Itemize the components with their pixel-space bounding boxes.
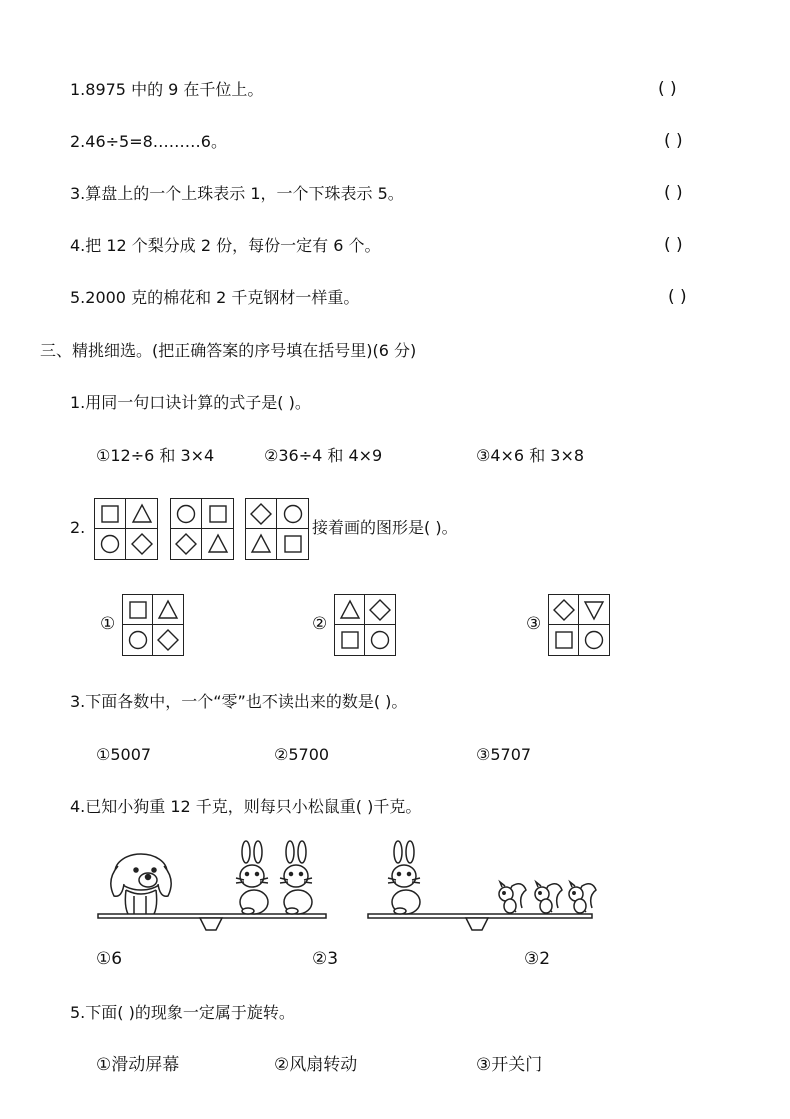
q4-option-3[interactable]: ③2 — [524, 949, 551, 969]
grid-cell — [246, 499, 277, 529]
grid-cell — [126, 529, 157, 559]
balance-scale-dog-rabbits-illustration — [96, 840, 330, 936]
question-4-text: 4.已知小狗重 12 千克，则每只小松鼠重( )千克。 — [70, 797, 422, 816]
diamond-icon — [553, 599, 575, 621]
q5-option-3[interactable]: ③开关门 — [476, 1055, 543, 1075]
triangle-icon — [250, 533, 272, 555]
triangle-icon — [207, 533, 229, 555]
section-title: 三、精挑细选。(把正确答案的序号填在括号里)(6 分) — [40, 341, 417, 360]
q2-option-2-grid[interactable] — [334, 594, 396, 656]
grid-cell — [365, 625, 395, 655]
q3-option-2[interactable]: ②5700 — [274, 745, 330, 764]
diamond-icon — [175, 533, 197, 555]
judge-item-text: 1.8975 中的 9 在千位上。 — [70, 80, 264, 99]
question-2-number: 2. — [70, 518, 86, 537]
q1-option-1[interactable]: ①12÷6 和 3×4 — [96, 446, 215, 465]
judge-item-text: 4.把 12 个梨分成 2 份，每份一定有 6 个。 — [70, 236, 381, 255]
grid-cell — [549, 595, 579, 625]
sequence-grid-2 — [170, 498, 234, 560]
grid-cell — [365, 595, 395, 625]
q2-option-1-grid[interactable] — [122, 594, 184, 656]
grid-cell — [549, 625, 579, 655]
grid-cell — [579, 595, 609, 625]
answer-blank[interactable]: ( ) — [664, 235, 683, 255]
circle-icon — [583, 629, 605, 651]
q5-option-2[interactable]: ②风扇转动 — [274, 1055, 358, 1075]
grid-cell — [277, 499, 308, 529]
grid-cell — [335, 625, 365, 655]
square-icon — [99, 503, 121, 525]
q4-option-1[interactable]: ①6 — [96, 949, 123, 969]
diamond-icon — [131, 533, 153, 555]
q4-option-2[interactable]: ②3 — [312, 949, 339, 969]
q2-option-2-label[interactable]: ② — [312, 614, 328, 634]
grid-cell — [171, 499, 202, 529]
grid-cell — [246, 529, 277, 559]
grid-cell — [95, 499, 126, 529]
triangle-down-icon — [583, 599, 605, 621]
grid-cell — [126, 499, 157, 529]
square-icon — [553, 629, 575, 651]
question-5-text: 5.下面( )的现象一定属于旋转。 — [70, 1003, 295, 1022]
answer-blank[interactable]: ( ) — [664, 183, 683, 203]
grid-cell — [202, 529, 233, 559]
grid-cell — [123, 625, 153, 655]
question-2-text: 接着画的图形是( )。 — [312, 518, 458, 537]
q1-option-3[interactable]: ③4×6 和 3×8 — [476, 446, 585, 465]
question-1-text: 1.用同一句口诀计算的式子是( )。 — [70, 393, 311, 412]
square-icon — [339, 629, 361, 651]
q3-option-1[interactable]: ①5007 — [96, 745, 152, 764]
square-icon — [282, 533, 304, 555]
answer-blank[interactable]: ( ) — [658, 79, 677, 99]
triangle-icon — [339, 599, 361, 621]
circle-icon — [99, 533, 121, 555]
circle-icon — [369, 629, 391, 651]
q2-option-1-label[interactable]: ① — [100, 614, 116, 634]
grid-cell — [95, 529, 126, 559]
q2-option-3-label[interactable]: ③ — [526, 614, 542, 634]
square-icon — [127, 599, 149, 621]
answer-blank[interactable]: ( ) — [668, 287, 687, 307]
square-icon — [207, 503, 229, 525]
grid-cell — [171, 529, 202, 559]
question-3-text: 3.下面各数中，一个“零”也不读出来的数是( )。 — [70, 692, 408, 711]
balance-scale-rabbit-squirrels-illustration — [366, 840, 600, 936]
triangle-icon — [157, 599, 179, 621]
grid-cell — [335, 595, 365, 625]
circle-icon — [175, 503, 197, 525]
answer-blank[interactable]: ( ) — [664, 131, 683, 151]
judge-item-text: 3.算盘上的一个上珠表示 1，一个下珠表示 5。 — [70, 184, 404, 203]
sequence-grid-1 — [94, 498, 158, 560]
grid-cell — [153, 595, 183, 625]
judge-item-text: 2.46÷5=8………6。 — [70, 132, 227, 151]
diamond-icon — [250, 503, 272, 525]
judge-item-text: 5.2000 克的棉花和 2 千克钢材一样重。 — [70, 288, 360, 307]
diamond-icon — [157, 629, 179, 651]
grid-cell — [202, 499, 233, 529]
grid-cell — [123, 595, 153, 625]
q3-option-3[interactable]: ③5707 — [476, 745, 532, 764]
triangle-icon — [131, 503, 153, 525]
grid-cell — [277, 529, 308, 559]
grid-cell — [579, 625, 609, 655]
q5-option-1[interactable]: ①滑动屏幕 — [96, 1055, 180, 1075]
circle-icon — [282, 503, 304, 525]
circle-icon — [127, 629, 149, 651]
q2-option-3-grid[interactable] — [548, 594, 610, 656]
diamond-icon — [369, 599, 391, 621]
q1-option-2[interactable]: ②36÷4 和 4×9 — [264, 446, 383, 465]
sequence-grid-3 — [245, 498, 309, 560]
grid-cell — [153, 625, 183, 655]
